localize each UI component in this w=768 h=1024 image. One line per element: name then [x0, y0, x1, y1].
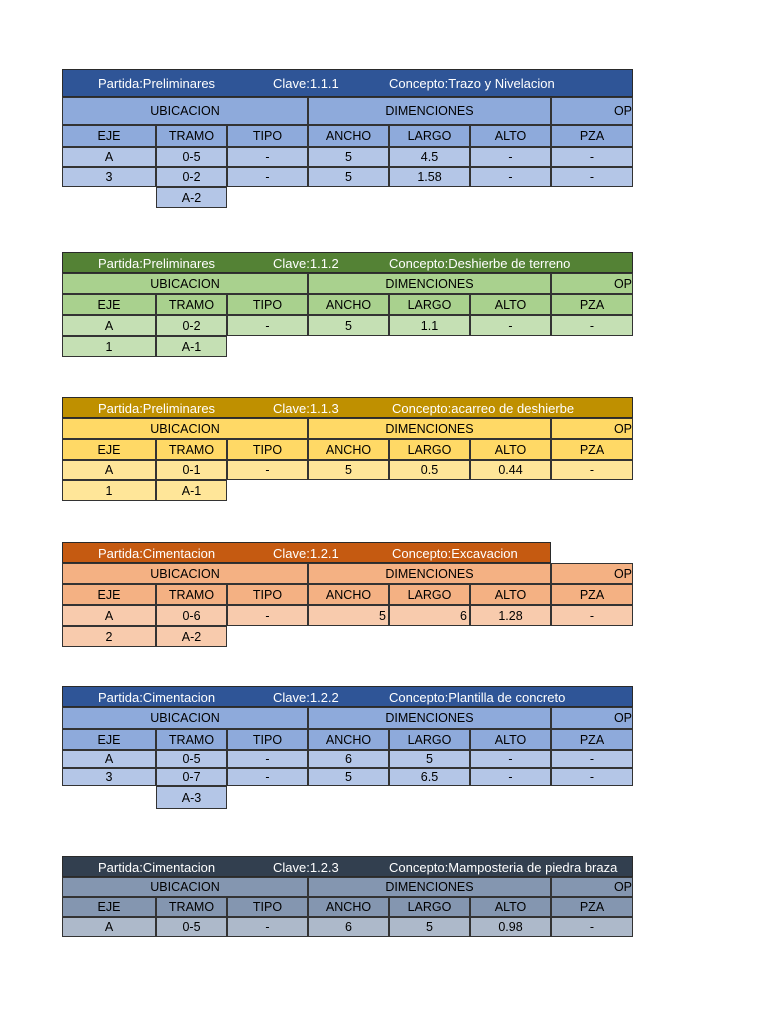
group-header-row: [62, 273, 633, 294]
table-cell[interactable]: -: [551, 315, 633, 336]
table-cell[interactable]: 1.28: [470, 605, 551, 626]
table-cell[interactable]: 2: [62, 626, 156, 647]
column-header-row: [62, 294, 633, 315]
section-title-bar: [62, 397, 633, 418]
group-header-row: [62, 418, 633, 439]
table-cell[interactable]: A: [62, 750, 156, 768]
concepto-label[interactable]: Concepto:Excavacion: [392, 546, 518, 561]
column-header[interactable]: PZA: [551, 729, 633, 750]
table-cell[interactable]: -: [470, 167, 551, 187]
column-header[interactable]: ALTO: [470, 897, 551, 917]
column-header[interactable]: TIPO: [227, 584, 308, 605]
table-row: [62, 605, 633, 626]
column-header[interactable]: ANCHO: [308, 439, 389, 460]
table-block: [62, 542, 633, 647]
table-cell[interactable]: 0-7: [156, 768, 227, 786]
column-header[interactable]: ANCHO: [308, 729, 389, 750]
table-cell[interactable]: 6: [308, 917, 389, 937]
table-cell[interactable]: 1.58: [389, 167, 470, 187]
column-header[interactable]: TRAMO: [156, 729, 227, 750]
table-cell[interactable]: -: [227, 147, 308, 167]
column-header[interactable]: ALTO: [470, 729, 551, 750]
table-cell[interactable]: 0-5: [156, 750, 227, 768]
table-block: [62, 397, 633, 501]
column-header[interactable]: TIPO: [227, 294, 308, 315]
section-title-bar: [62, 686, 633, 707]
table-cell[interactable]: 6: [308, 750, 389, 768]
column-header[interactable]: TRAMO: [156, 125, 227, 147]
table-row: [62, 917, 633, 937]
table-block: [62, 686, 633, 809]
table-cell[interactable]: A: [62, 315, 156, 336]
table-block: [62, 252, 633, 357]
section-title-bar: [62, 69, 633, 97]
table-cell[interactable]: 1.1: [389, 315, 470, 336]
dimenciones-header[interactable]: DIMENCIONES: [308, 707, 551, 729]
table-cell[interactable]: 5: [308, 147, 389, 167]
table-cell[interactable]: -: [227, 768, 308, 786]
table-cell[interactable]: 5: [308, 460, 389, 480]
table-row: [62, 147, 633, 167]
concepto-label[interactable]: Concepto:Trazo y Nivelacion: [389, 76, 555, 91]
clave-label[interactable]: Clave:1.1.2: [273, 256, 339, 271]
column-header[interactable]: ALTO: [470, 125, 551, 147]
column-header[interactable]: TRAMO: [156, 897, 227, 917]
table-cell[interactable]: 0-5: [156, 917, 227, 937]
extra-row: [62, 336, 633, 357]
table-row: [62, 768, 633, 786]
ubicacion-header[interactable]: UBICACION: [62, 418, 308, 439]
op-header[interactable]: OP: [551, 877, 633, 897]
partida-label[interactable]: Partida:Cimentacion: [98, 690, 216, 705]
table-cell[interactable]: 4.5: [389, 147, 470, 167]
table-cell[interactable]: A-2: [156, 187, 227, 208]
dimenciones-header[interactable]: DIMENCIONES: [308, 97, 551, 125]
section-title-bar: [62, 542, 551, 563]
column-header[interactable]: LARGO: [389, 439, 470, 460]
table-cell[interactable]: 1: [62, 336, 156, 357]
section-title-bar: [62, 856, 633, 877]
column-header[interactable]: EJE: [62, 729, 156, 750]
extra-row: [62, 786, 633, 809]
table-cell[interactable]: -: [227, 917, 308, 937]
column-header[interactable]: TIPO: [227, 897, 308, 917]
table-cell[interactable]: -: [551, 167, 633, 187]
table-cell[interactable]: -: [227, 315, 308, 336]
table-cell[interactable]: A-2: [156, 626, 227, 647]
column-header[interactable]: PZA: [551, 897, 633, 917]
op-header[interactable]: OP: [551, 707, 633, 729]
extra-row: [62, 480, 633, 501]
column-header[interactable]: ANCHO: [308, 125, 389, 147]
table-cell[interactable]: -: [470, 750, 551, 768]
table-cell[interactable]: 5: [308, 167, 389, 187]
column-header[interactable]: ANCHO: [308, 897, 389, 917]
column-header-row: [62, 584, 633, 605]
column-header[interactable]: EJE: [62, 584, 156, 605]
clave-label[interactable]: Clave:1.1.1: [273, 76, 339, 91]
op-header[interactable]: OP: [551, 563, 633, 584]
clave-label[interactable]: Clave:1.1.3: [273, 401, 339, 416]
table-cell[interactable]: 0-6: [156, 605, 227, 626]
column-header[interactable]: ANCHO: [308, 294, 389, 315]
dimenciones-header[interactable]: DIMENCIONES: [308, 563, 551, 584]
table-cell[interactable]: 5: [308, 315, 389, 336]
table-cell[interactable]: 5: [389, 917, 470, 937]
table-cell[interactable]: A-3: [156, 786, 227, 809]
op-header[interactable]: OP: [551, 418, 633, 439]
ubicacion-header[interactable]: UBICACION: [62, 877, 308, 897]
column-header[interactable]: LARGO: [389, 729, 470, 750]
table-cell[interactable]: A-1: [156, 480, 227, 501]
column-header-row: [62, 897, 633, 917]
table-cell[interactable]: 6: [389, 605, 470, 626]
group-header-row: [62, 97, 633, 125]
group-header-row: [62, 707, 633, 729]
table-cell[interactable]: 3: [62, 768, 156, 786]
table-cell[interactable]: 6.5: [389, 768, 470, 786]
ubicacion-header[interactable]: UBICACION: [62, 563, 308, 584]
table-cell[interactable]: 0-1: [156, 460, 227, 480]
column-header[interactable]: TIPO: [227, 125, 308, 147]
op-header[interactable]: OP: [551, 273, 633, 294]
table-cell[interactable]: 0-5: [156, 147, 227, 167]
column-header[interactable]: LARGO: [389, 294, 470, 315]
column-header[interactable]: LARGO: [389, 584, 470, 605]
table-cell[interactable]: 5: [308, 768, 389, 786]
concepto-label[interactable]: Concepto:acarreo de deshierbe: [392, 401, 575, 416]
column-header[interactable]: TIPO: [227, 729, 308, 750]
table-cell[interactable]: 0-2: [156, 315, 227, 336]
table-row: [62, 315, 633, 336]
table-cell[interactable]: -: [551, 460, 633, 480]
table-cell[interactable]: -: [551, 750, 633, 768]
table-cell[interactable]: -: [551, 147, 633, 167]
concepto-label[interactable]: Concepto:Mamposteria de piedra braza: [389, 860, 618, 875]
table-cell[interactable]: -: [227, 167, 308, 187]
section-title-bar: [62, 252, 633, 273]
column-header[interactable]: EJE: [62, 897, 156, 917]
table-cell[interactable]: A: [62, 917, 156, 937]
table-block: [62, 69, 633, 208]
table-cell[interactable]: A: [62, 605, 156, 626]
group-header-row: [62, 877, 633, 897]
column-header[interactable]: PZA: [551, 125, 633, 147]
table-cell[interactable]: 5: [389, 750, 470, 768]
column-header-row: [62, 439, 633, 460]
table-cell[interactable]: -: [551, 917, 633, 937]
clave-label[interactable]: Clave:1.2.2: [273, 690, 339, 705]
column-header[interactable]: ALTO: [470, 294, 551, 315]
table-cell[interactable]: -: [470, 147, 551, 167]
column-header[interactable]: TRAMO: [156, 584, 227, 605]
extra-row: [62, 626, 633, 647]
ubicacion-header[interactable]: UBICACION: [62, 707, 308, 729]
concepto-label[interactable]: Concepto:Deshierbe de terreno: [389, 256, 571, 271]
ubicacion-header[interactable]: UBICACION: [62, 273, 308, 294]
partida-label[interactable]: Partida:Preliminares: [98, 76, 216, 91]
partida-label[interactable]: Partida:Preliminares: [98, 401, 216, 416]
op-header[interactable]: OP: [551, 97, 633, 125]
column-header[interactable]: EJE: [62, 294, 156, 315]
column-header[interactable]: LARGO: [389, 897, 470, 917]
table-row: [62, 167, 633, 187]
table-cell[interactable]: -: [551, 768, 633, 786]
dimenciones-header[interactable]: DIMENCIONES: [308, 877, 551, 897]
dimenciones-header[interactable]: DIMENCIONES: [308, 418, 551, 439]
table-cell[interactable]: A-1: [156, 336, 227, 357]
table-cell[interactable]: -: [470, 315, 551, 336]
table-cell[interactable]: 0.98: [470, 917, 551, 937]
table-block: [62, 856, 633, 937]
concepto-label[interactable]: Concepto:Plantilla de concreto: [389, 690, 566, 705]
column-header[interactable]: PZA: [551, 584, 633, 605]
dimenciones-header[interactable]: DIMENCIONES: [308, 273, 551, 294]
column-header[interactable]: ALTO: [470, 439, 551, 460]
table-cell[interactable]: 1: [62, 480, 156, 501]
group-header-row: [62, 563, 633, 584]
column-header[interactable]: EJE: [62, 125, 156, 147]
partida-label[interactable]: Partida:Preliminares: [98, 256, 216, 271]
column-header-row: [62, 729, 633, 750]
table-cell[interactable]: 0.5: [389, 460, 470, 480]
table-cell[interactable]: 3: [62, 167, 156, 187]
column-header[interactable]: PZA: [551, 294, 633, 315]
ubicacion-header[interactable]: UBICACION: [62, 97, 308, 125]
table-cell[interactable]: -: [227, 460, 308, 480]
table-cell[interactable]: -: [227, 605, 308, 626]
column-header[interactable]: EJE: [62, 439, 156, 460]
partida-label[interactable]: Partida:Cimentacion: [98, 860, 216, 875]
clave-label[interactable]: Clave:1.2.3: [273, 860, 339, 875]
clave-label[interactable]: Clave:1.2.1: [273, 546, 339, 561]
column-header[interactable]: LARGO: [389, 125, 470, 147]
table-cell[interactable]: -: [551, 605, 633, 626]
column-header[interactable]: ANCHO: [308, 584, 389, 605]
table-row: [62, 460, 633, 480]
column-header[interactable]: TIPO: [227, 439, 308, 460]
column-header[interactable]: TRAMO: [156, 294, 227, 315]
table-cell[interactable]: -: [470, 768, 551, 786]
table-cell[interactable]: 5: [308, 605, 389, 626]
extra-row: [62, 187, 633, 208]
table-cell[interactable]: 0-2: [156, 167, 227, 187]
column-header[interactable]: TRAMO: [156, 439, 227, 460]
partida-label[interactable]: Partida:Cimentacion: [98, 546, 216, 561]
table-cell[interactable]: A: [62, 147, 156, 167]
column-header[interactable]: ALTO: [470, 584, 551, 605]
table-row: [62, 750, 633, 768]
column-header[interactable]: PZA: [551, 439, 633, 460]
table-cell[interactable]: -: [227, 750, 308, 768]
table-cell[interactable]: 0.44: [470, 460, 551, 480]
column-header-row: [62, 125, 633, 147]
table-cell[interactable]: A: [62, 460, 156, 480]
